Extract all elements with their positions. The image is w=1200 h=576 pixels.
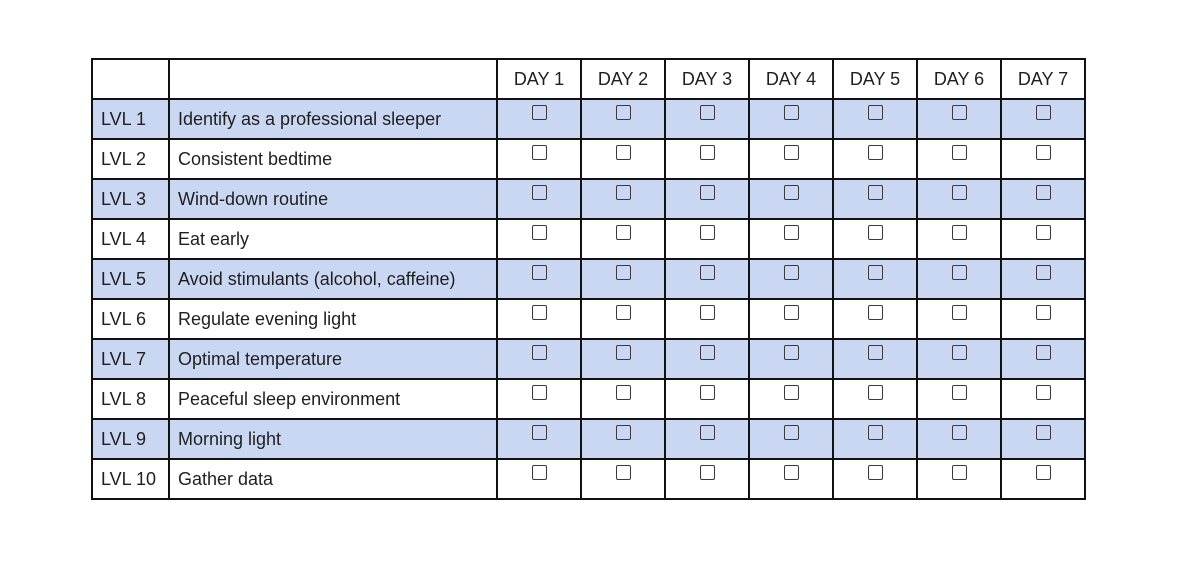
habit-label: Identify as a professional sleeper xyxy=(169,99,497,139)
day-cell xyxy=(581,259,665,299)
table-row xyxy=(92,339,1085,379)
checkbox[interactable] xyxy=(784,425,799,440)
header-day-3: DAY 3 xyxy=(665,59,749,99)
habit-label: Morning light xyxy=(169,419,497,459)
checkbox[interactable] xyxy=(616,425,631,440)
checkbox[interactable] xyxy=(616,105,631,120)
checkbox[interactable] xyxy=(952,265,967,280)
checkbox[interactable] xyxy=(784,305,799,320)
day-cell xyxy=(833,339,917,379)
day-cell xyxy=(1001,459,1085,499)
checkbox[interactable] xyxy=(868,305,883,320)
day-cell xyxy=(833,219,917,259)
day-cell xyxy=(917,299,1001,339)
habit-label: Peaceful sleep environment xyxy=(169,379,497,419)
checkbox[interactable] xyxy=(784,145,799,160)
checkbox[interactable] xyxy=(1036,225,1051,240)
checkbox[interactable] xyxy=(616,345,631,360)
checkbox[interactable] xyxy=(532,185,547,200)
checkbox[interactable] xyxy=(700,425,715,440)
day-cell xyxy=(917,179,1001,219)
header-level-cell xyxy=(92,59,169,99)
day-cell xyxy=(833,139,917,179)
checkbox[interactable] xyxy=(952,345,967,360)
checkbox[interactable] xyxy=(1036,265,1051,280)
day-cell xyxy=(497,99,581,139)
table-row xyxy=(92,219,1085,259)
checkbox[interactable] xyxy=(868,225,883,240)
day-cell xyxy=(917,139,1001,179)
checkbox[interactable] xyxy=(700,345,715,360)
checkbox[interactable] xyxy=(868,265,883,280)
checkbox[interactable] xyxy=(616,225,631,240)
checkbox[interactable] xyxy=(1036,465,1051,480)
day-cell xyxy=(749,459,833,499)
checkbox[interactable] xyxy=(1036,345,1051,360)
day-cell xyxy=(497,219,581,259)
day-cell xyxy=(917,259,1001,299)
header-row xyxy=(92,59,1085,99)
checkbox[interactable] xyxy=(700,305,715,320)
table-row xyxy=(92,419,1085,459)
day-cell xyxy=(833,179,917,219)
day-cell xyxy=(581,139,665,179)
day-cell xyxy=(665,459,749,499)
table-row xyxy=(92,299,1085,339)
level-label: LVL 9 xyxy=(92,419,169,459)
day-cell xyxy=(665,419,749,459)
checkbox[interactable] xyxy=(868,345,883,360)
checkbox[interactable] xyxy=(952,105,967,120)
checkbox[interactable] xyxy=(784,185,799,200)
day-cell xyxy=(917,219,1001,259)
day-cell xyxy=(665,219,749,259)
day-cell xyxy=(581,179,665,219)
checkbox[interactable] xyxy=(1036,385,1051,400)
checkbox[interactable] xyxy=(700,105,715,120)
habit-label: Eat early xyxy=(169,219,497,259)
checkbox[interactable] xyxy=(532,225,547,240)
table-row xyxy=(92,379,1085,419)
day-cell xyxy=(917,379,1001,419)
day-cell xyxy=(665,99,749,139)
level-label: LVL 6 xyxy=(92,299,169,339)
habit-label: Avoid stimulants (alcohol, caffeine) xyxy=(169,259,497,299)
day-cell xyxy=(1001,259,1085,299)
header-day-1: DAY 1 xyxy=(497,59,581,99)
day-cell xyxy=(1001,139,1085,179)
table-row xyxy=(92,99,1085,139)
day-cell xyxy=(833,99,917,139)
day-cell xyxy=(917,419,1001,459)
checkbox[interactable] xyxy=(700,225,715,240)
day-cell xyxy=(749,219,833,259)
table-row xyxy=(92,459,1085,499)
header-day-2: DAY 2 xyxy=(581,59,665,99)
level-label: LVL 5 xyxy=(92,259,169,299)
checkbox[interactable] xyxy=(616,465,631,480)
header-day-5: DAY 5 xyxy=(833,59,917,99)
checkbox[interactable] xyxy=(952,305,967,320)
day-cell xyxy=(581,99,665,139)
day-cell xyxy=(665,299,749,339)
sleep-habit-tracker-table xyxy=(91,58,1086,500)
day-cell xyxy=(665,339,749,379)
day-cell xyxy=(581,459,665,499)
day-cell xyxy=(833,419,917,459)
level-label: LVL 7 xyxy=(92,339,169,379)
checkbox[interactable] xyxy=(532,465,547,480)
day-cell xyxy=(749,419,833,459)
tracker-body xyxy=(92,99,1085,499)
checkbox[interactable] xyxy=(784,105,799,120)
checkbox[interactable] xyxy=(532,105,547,120)
level-label: LVL 3 xyxy=(92,179,169,219)
checkbox[interactable] xyxy=(1036,145,1051,160)
day-cell xyxy=(749,379,833,419)
day-cell xyxy=(1001,419,1085,459)
day-cell xyxy=(497,459,581,499)
checkbox[interactable] xyxy=(700,145,715,160)
day-cell xyxy=(497,379,581,419)
day-cell xyxy=(497,299,581,339)
checkbox[interactable] xyxy=(1036,185,1051,200)
day-cell xyxy=(749,259,833,299)
checkbox[interactable] xyxy=(868,425,883,440)
checkbox[interactable] xyxy=(784,225,799,240)
day-cell xyxy=(1001,219,1085,259)
day-cell xyxy=(749,139,833,179)
day-cell xyxy=(581,379,665,419)
checkbox[interactable] xyxy=(616,385,631,400)
checkbox[interactable] xyxy=(952,425,967,440)
day-cell xyxy=(497,339,581,379)
checkbox[interactable] xyxy=(784,385,799,400)
day-cell xyxy=(497,179,581,219)
day-cell xyxy=(833,379,917,419)
checkbox[interactable] xyxy=(868,105,883,120)
day-cell xyxy=(665,179,749,219)
day-cell xyxy=(497,419,581,459)
checkbox[interactable] xyxy=(952,385,967,400)
checkbox[interactable] xyxy=(532,385,547,400)
checkbox[interactable] xyxy=(952,465,967,480)
checkbox[interactable] xyxy=(532,425,547,440)
day-cell xyxy=(1001,299,1085,339)
day-cell xyxy=(833,299,917,339)
checkbox[interactable] xyxy=(616,145,631,160)
day-cell xyxy=(581,299,665,339)
checkbox[interactable] xyxy=(616,185,631,200)
day-cell xyxy=(833,259,917,299)
checkbox[interactable] xyxy=(868,185,883,200)
checkbox[interactable] xyxy=(868,465,883,480)
checkbox[interactable] xyxy=(532,345,547,360)
checkbox[interactable] xyxy=(532,145,547,160)
checkbox[interactable] xyxy=(868,385,883,400)
checkbox[interactable] xyxy=(616,305,631,320)
day-cell xyxy=(749,299,833,339)
day-cell xyxy=(581,419,665,459)
checkbox[interactable] xyxy=(1036,105,1051,120)
habit-label: Regulate evening light xyxy=(169,299,497,339)
day-cell xyxy=(497,139,581,179)
checkbox[interactable] xyxy=(952,225,967,240)
checkbox[interactable] xyxy=(952,145,967,160)
header-habit-cell xyxy=(169,59,497,99)
checkbox[interactable] xyxy=(784,345,799,360)
day-cell xyxy=(665,379,749,419)
day-cell xyxy=(833,459,917,499)
checkbox[interactable] xyxy=(952,185,967,200)
level-label: LVL 8 xyxy=(92,379,169,419)
header-day-7: DAY 7 xyxy=(1001,59,1085,99)
header-day-4: DAY 4 xyxy=(749,59,833,99)
day-cell xyxy=(749,99,833,139)
checkbox[interactable] xyxy=(784,465,799,480)
day-cell xyxy=(665,259,749,299)
level-label: LVL 1 xyxy=(92,99,169,139)
checkbox[interactable] xyxy=(700,185,715,200)
habit-label: Wind-down routine xyxy=(169,179,497,219)
day-cell xyxy=(581,219,665,259)
day-cell xyxy=(665,139,749,179)
day-cell xyxy=(497,259,581,299)
habit-label: Optimal temperature xyxy=(169,339,497,379)
day-cell xyxy=(581,339,665,379)
day-cell xyxy=(1001,339,1085,379)
checkbox[interactable] xyxy=(532,265,547,280)
habit-label: Gather data xyxy=(169,459,497,499)
checkbox[interactable] xyxy=(868,145,883,160)
checkbox[interactable] xyxy=(700,265,715,280)
checkbox[interactable] xyxy=(532,305,547,320)
habit-label: Consistent bedtime xyxy=(169,139,497,179)
checkbox[interactable] xyxy=(700,465,715,480)
day-cell xyxy=(1001,379,1085,419)
day-cell xyxy=(917,99,1001,139)
day-cell xyxy=(917,339,1001,379)
table-row xyxy=(92,179,1085,219)
day-cell xyxy=(749,339,833,379)
header-day-6: DAY 6 xyxy=(917,59,1001,99)
day-cell xyxy=(917,459,1001,499)
checkbox[interactable] xyxy=(1036,305,1051,320)
checkbox[interactable] xyxy=(784,265,799,280)
day-cell xyxy=(1001,99,1085,139)
checkbox[interactable] xyxy=(700,385,715,400)
level-label: LVL 4 xyxy=(92,219,169,259)
table-row xyxy=(92,139,1085,179)
table-row xyxy=(92,259,1085,299)
level-label: LVL 2 xyxy=(92,139,169,179)
checkbox[interactable] xyxy=(616,265,631,280)
level-label: LVL 10 xyxy=(92,459,169,499)
checkbox[interactable] xyxy=(1036,425,1051,440)
day-cell xyxy=(749,179,833,219)
day-cell xyxy=(1001,179,1085,219)
